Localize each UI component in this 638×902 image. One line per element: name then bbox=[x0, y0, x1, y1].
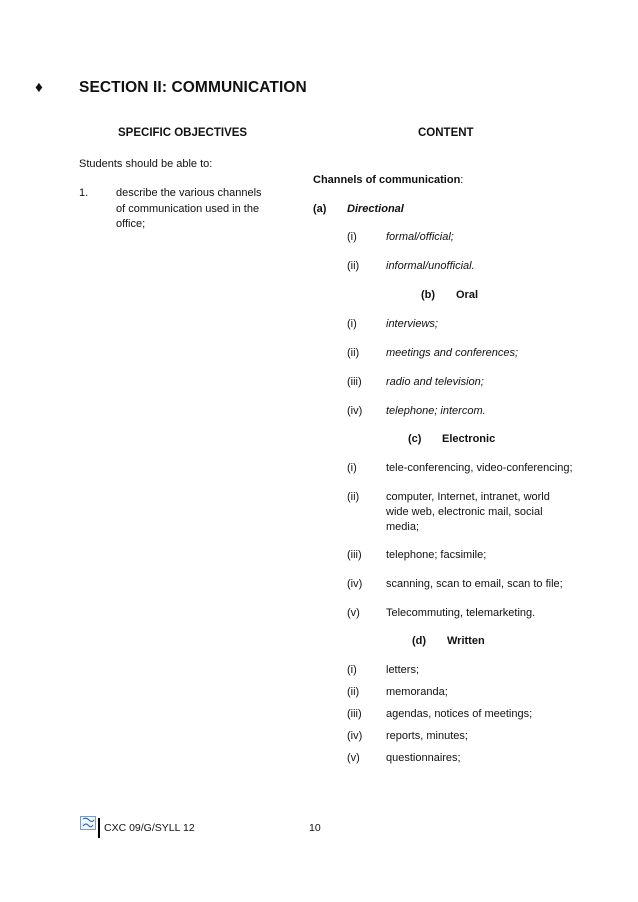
list-item: letters; bbox=[386, 664, 420, 676]
objective-line: office; bbox=[116, 218, 146, 230]
list-roman: (iv) bbox=[347, 405, 363, 417]
list-item: scanning, scan to email, scan to file; bbox=[386, 578, 563, 590]
group-letter: (d) bbox=[412, 635, 427, 647]
content-header: CONTENT bbox=[418, 127, 474, 139]
content-heading-text: Channels of communication bbox=[313, 174, 461, 186]
list-item: agendas, notices of meetings; bbox=[386, 708, 533, 720]
objective-line: of communication used in the bbox=[116, 203, 260, 215]
list-roman: (ii) bbox=[347, 260, 360, 272]
group-letter: (a) bbox=[313, 203, 327, 215]
group-title: Directional bbox=[347, 203, 404, 215]
list-item: radio and television; bbox=[386, 376, 484, 388]
page-number: 10 bbox=[309, 822, 321, 834]
objective-line: describe the various channels bbox=[116, 187, 262, 199]
list-roman: (i) bbox=[347, 462, 357, 474]
list-roman: (iii) bbox=[347, 549, 362, 561]
list-roman: (v) bbox=[347, 752, 360, 764]
group-title: Electronic bbox=[442, 433, 496, 445]
section-title: SECTION II: COMMUNICATION bbox=[79, 79, 307, 96]
list-item-line: media; bbox=[386, 521, 420, 533]
objective-number: 1. bbox=[79, 187, 89, 199]
content-heading-colon: : bbox=[460, 174, 464, 186]
list-roman: (iii) bbox=[347, 708, 362, 720]
list-roman: (ii) bbox=[347, 347, 360, 359]
footer-code: CXC 09/G/SYLL 12 bbox=[104, 822, 195, 834]
list-item-line: wide web, electronic mail, social bbox=[386, 506, 543, 518]
footer-divider bbox=[98, 818, 100, 838]
objectives-intro: Students should be able to: bbox=[79, 158, 213, 170]
list-item: meetings and conferences; bbox=[386, 347, 519, 359]
list-roman: (ii) bbox=[347, 686, 360, 698]
objectives-header: SPECIFIC OBJECTIVES bbox=[118, 127, 248, 139]
section-bullet: ♦ bbox=[35, 79, 44, 96]
list-item-line: computer, Internet, intranet, world bbox=[386, 491, 550, 503]
list-roman: (iv) bbox=[347, 578, 363, 590]
list-roman: (iv) bbox=[347, 730, 363, 742]
list-item: interviews; bbox=[386, 318, 438, 330]
list-roman: (i) bbox=[347, 318, 357, 330]
list-item: Telecommuting, telemarketing. bbox=[386, 607, 536, 619]
list-item: formal/official; bbox=[386, 231, 454, 243]
group-letter: (c) bbox=[408, 433, 422, 445]
list-item: informal/unofficial. bbox=[386, 260, 475, 272]
group-letter: (b) bbox=[421, 289, 436, 301]
list-roman: (iii) bbox=[347, 376, 362, 388]
list-item: reports, minutes; bbox=[386, 730, 468, 742]
group-title: Written bbox=[447, 635, 485, 647]
list-roman: (i) bbox=[347, 231, 357, 243]
group-title: Oral bbox=[456, 289, 479, 301]
list-roman: (ii) bbox=[347, 491, 360, 503]
list-item: questionnaires; bbox=[386, 752, 461, 764]
cxc-logo-icon bbox=[80, 816, 96, 830]
list-item: memoranda; bbox=[386, 686, 448, 698]
list-item: tele-conferencing, video-conferencing; bbox=[386, 462, 573, 474]
list-roman: (v) bbox=[347, 607, 360, 619]
list-roman: (i) bbox=[347, 664, 357, 676]
content-heading bbox=[313, 174, 463, 186]
list-item: telephone; facsimile; bbox=[386, 549, 487, 561]
list-item: telephone; intercom. bbox=[386, 405, 486, 417]
